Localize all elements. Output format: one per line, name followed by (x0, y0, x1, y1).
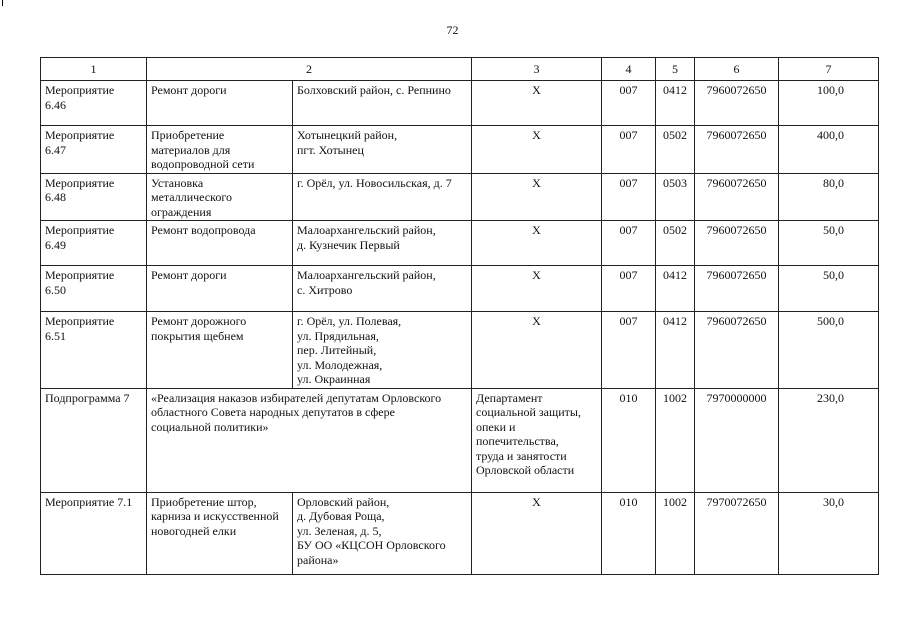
subprogram-row (41, 388, 879, 492)
activity-id: Мероприятие 6.50 (41, 266, 147, 312)
code-4: 007 (602, 266, 656, 312)
subprogram-id: Подпрограмма 7 (41, 388, 147, 492)
code-5: 1002 (656, 492, 695, 574)
code-5: 0502 (656, 126, 695, 174)
executor: Х (472, 81, 602, 126)
table-row (41, 266, 879, 312)
amount: 80,0 (779, 173, 879, 221)
activity-location: г. Орёл, ул. Новосильская, д. 7 (293, 173, 472, 221)
activity-id: Мероприятие 6.46 (41, 81, 147, 126)
amount: 50,0 (779, 266, 879, 312)
activity-id: Мероприятие 6.49 (41, 221, 147, 266)
amount: 400,0 (779, 126, 879, 174)
table-row (41, 126, 879, 174)
budget-table (40, 57, 879, 575)
code-4: 010 (602, 492, 656, 574)
code-4: 007 (602, 312, 656, 389)
executor: Х (472, 266, 602, 312)
header-cell: 6 (695, 58, 779, 81)
executor: Х (472, 173, 602, 221)
activity-name: Ремонт водопровода (147, 221, 293, 266)
executor: Х (472, 126, 602, 174)
header-cell: 4 (602, 58, 656, 81)
header-cell: 3 (472, 58, 602, 81)
activity-id: Мероприятие 7.1 (41, 492, 147, 574)
table-row (41, 492, 879, 574)
activity-id: Мероприятие 6.51 (41, 312, 147, 389)
code-6: 7960072650 (695, 81, 779, 126)
table-row (41, 173, 879, 221)
amount: 500,0 (779, 312, 879, 389)
activity-name: Приобретение материалов для водопроводной сети (147, 126, 293, 174)
code-4: 007 (602, 81, 656, 126)
code-6: 7960072650 (695, 221, 779, 266)
activity-location: Орловский район, д. Дубовая Роща, ул. Зеленая, д. 5, БУ ОО «КЦСОН Орловского района» (293, 492, 472, 574)
code-5: 0503 (656, 173, 695, 221)
code-6: 7970000000 (695, 388, 779, 492)
code-4: 007 (602, 221, 656, 266)
table-header-row (41, 58, 879, 81)
amount: 50,0 (779, 221, 879, 266)
activity-name: Приобретение штор, карниза и искусственной новогодней елки (147, 492, 293, 574)
executor: Х (472, 492, 602, 574)
code-6: 7960072650 (695, 173, 779, 221)
amount: 230,0 (779, 388, 879, 492)
code-5: 0502 (656, 221, 695, 266)
code-5: 0412 (656, 312, 695, 389)
page-number: 72 (446, 23, 459, 37)
subprogram-title: «Реализация наказов избирателей депутатам Орловского областного Совета народных депутатов в сфере социальной политики» (147, 388, 472, 492)
activity-location: Хотынецкий район, пгт. Хотынец (293, 126, 472, 174)
code-4: 007 (602, 126, 656, 174)
code-6: 7960072650 (695, 126, 779, 174)
code-6: 7960072650 (695, 312, 779, 389)
code-6: 7970072650 (695, 492, 779, 574)
code-5: 0412 (656, 266, 695, 312)
scan-mark (2, 0, 3, 6)
code-5: 1002 (656, 388, 695, 492)
activity-id: Мероприятие 6.48 (41, 173, 147, 221)
table-row (41, 312, 879, 389)
code-4: 010 (602, 388, 656, 492)
table-row (41, 81, 879, 126)
activity-location: Малоархангельский район, д. Кузнечик Первый (293, 221, 472, 266)
code-5: 0412 (656, 81, 695, 126)
header-cell: 7 (779, 58, 879, 81)
activity-name: Установка металлического ограждения (147, 173, 293, 221)
header-cell: 5 (656, 58, 695, 81)
executor: Департамент социальной защиты, опеки и попечительства, труда и занятости Орловской области (472, 388, 602, 492)
code-4: 007 (602, 173, 656, 221)
activity-location: Болховский район, с. Репнино (293, 81, 472, 126)
code-6: 7960072650 (695, 266, 779, 312)
activity-name: Ремонт дороги (147, 266, 293, 312)
amount: 100,0 (779, 81, 879, 126)
header-cell: 1 (41, 58, 147, 81)
activity-location: Малоархангельский район, с. Хитрово (293, 266, 472, 312)
amount: 30,0 (779, 492, 879, 574)
table-row (41, 221, 879, 266)
executor: Х (472, 221, 602, 266)
executor: Х (472, 312, 602, 389)
activity-location: г. Орёл, ул. Полевая, ул. Прядильная, пер. Литейный, ул. Молодежная, ул. Окраинная (293, 312, 472, 389)
activity-id: Мероприятие 6.47 (41, 126, 147, 174)
header-cell: 2 (147, 58, 472, 81)
activity-name: Ремонт дороги (147, 81, 293, 126)
activity-name: Ремонт дорожного покрытия щебнем (147, 312, 293, 389)
